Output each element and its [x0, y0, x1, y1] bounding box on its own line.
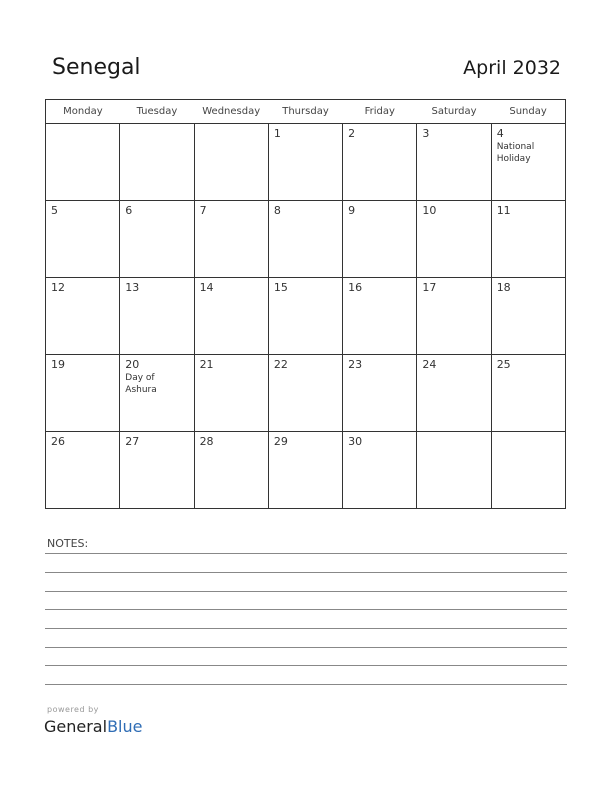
day-cell: [343, 355, 417, 432]
day-cell: [194, 201, 268, 278]
calendar-grid: [45, 99, 566, 509]
day-number: 14: [199, 281, 214, 294]
day-number: 5: [51, 204, 58, 217]
day-number: 27: [125, 435, 140, 448]
day-cell: [491, 432, 565, 509]
day-number: 9: [348, 204, 356, 217]
day-cell: [417, 278, 491, 355]
day-cell: [194, 432, 268, 509]
day-cell: [343, 432, 417, 509]
weekday-header: Monday: [46, 100, 120, 124]
month-year-title: April 2032: [463, 57, 561, 79]
notes-label: NOTES:: [47, 537, 89, 550]
week-row: [46, 432, 566, 509]
day-number: 22: [273, 358, 288, 371]
day-cell: [417, 201, 491, 278]
day-number: 11: [496, 204, 511, 217]
day-cell: [491, 355, 565, 432]
day-cell: [343, 124, 417, 201]
day-number: 25: [496, 358, 511, 371]
day-cell: [491, 201, 565, 278]
day-number: 2: [348, 127, 356, 140]
country-title: Senegal: [52, 55, 141, 80]
day-cell: [46, 124, 120, 201]
day-number: 18: [496, 281, 511, 294]
weekday-header: Wednesday: [194, 100, 268, 124]
week-row: [46, 278, 566, 355]
day-number: 23: [348, 358, 363, 371]
day-cell: [268, 124, 342, 201]
day-number: 20: [125, 358, 140, 371]
day-cell: [194, 124, 268, 201]
note-line: [45, 609, 567, 610]
day-number: 21: [199, 358, 214, 371]
day-cell: [417, 124, 491, 201]
day-number: 3: [422, 127, 430, 140]
note-line: [45, 684, 567, 685]
note-line: [45, 628, 567, 629]
day-cell: [46, 278, 120, 355]
day-number: 28: [199, 435, 214, 448]
week-row: [46, 201, 566, 278]
brand-general: General: [44, 717, 108, 736]
day-cell: [343, 201, 417, 278]
day-cell: [343, 278, 417, 355]
day-number: 4: [496, 127, 504, 140]
day-cell: [417, 432, 491, 509]
day-number: 17: [422, 281, 437, 294]
note-line: [45, 553, 567, 554]
day-number: 1: [273, 127, 281, 140]
brand-blue: Blue: [107, 717, 143, 736]
day-number: 29: [273, 435, 288, 448]
day-number: 26: [51, 435, 65, 448]
note-line: [45, 665, 567, 666]
day-number: 30: [348, 435, 363, 448]
day-cell: [120, 432, 194, 509]
week-row: [46, 124, 566, 201]
day-cell: [491, 278, 565, 355]
note-line: [45, 591, 567, 592]
weekday-header-row: [46, 100, 566, 124]
day-number: 13: [125, 281, 140, 294]
powered-by-text: powered by: [47, 705, 99, 714]
day-cell: [268, 355, 342, 432]
day-number: 7: [199, 204, 207, 217]
day-cell: [268, 432, 342, 509]
day-number: 8: [273, 204, 281, 217]
holiday-label: National Holiday: [496, 142, 535, 164]
day-number: 15: [273, 281, 288, 294]
day-cell: [120, 124, 194, 201]
day-number: 12: [51, 281, 65, 294]
weekday-header: Friday: [343, 100, 417, 124]
day-cell: [46, 355, 120, 432]
weekday-header: Saturday: [417, 100, 491, 124]
day-cell: [46, 201, 120, 278]
day-number: 24: [422, 358, 437, 371]
day-cell: [194, 278, 268, 355]
weekday-header: Tuesday: [120, 100, 194, 124]
day-cell: [268, 201, 342, 278]
weekday-header: Thursday: [268, 100, 342, 124]
day-number: 10: [422, 204, 437, 217]
day-cell: [46, 432, 120, 509]
note-line: [45, 572, 567, 573]
week-row: [46, 355, 566, 432]
day-cell: [417, 355, 491, 432]
day-cell: [194, 355, 268, 432]
day-cell: [120, 278, 194, 355]
day-cell: [268, 278, 342, 355]
day-cell: [120, 355, 194, 432]
day-number: 6: [125, 204, 133, 217]
day-number: 16: [348, 281, 363, 294]
note-line: [45, 647, 567, 648]
holiday-label: Day of Ashura: [125, 373, 157, 395]
weekday-header: Sunday: [491, 100, 565, 124]
day-cell: [491, 124, 565, 201]
day-number: 19: [51, 358, 65, 371]
day-cell: [120, 201, 194, 278]
generalblue-logo: [44, 717, 142, 736]
